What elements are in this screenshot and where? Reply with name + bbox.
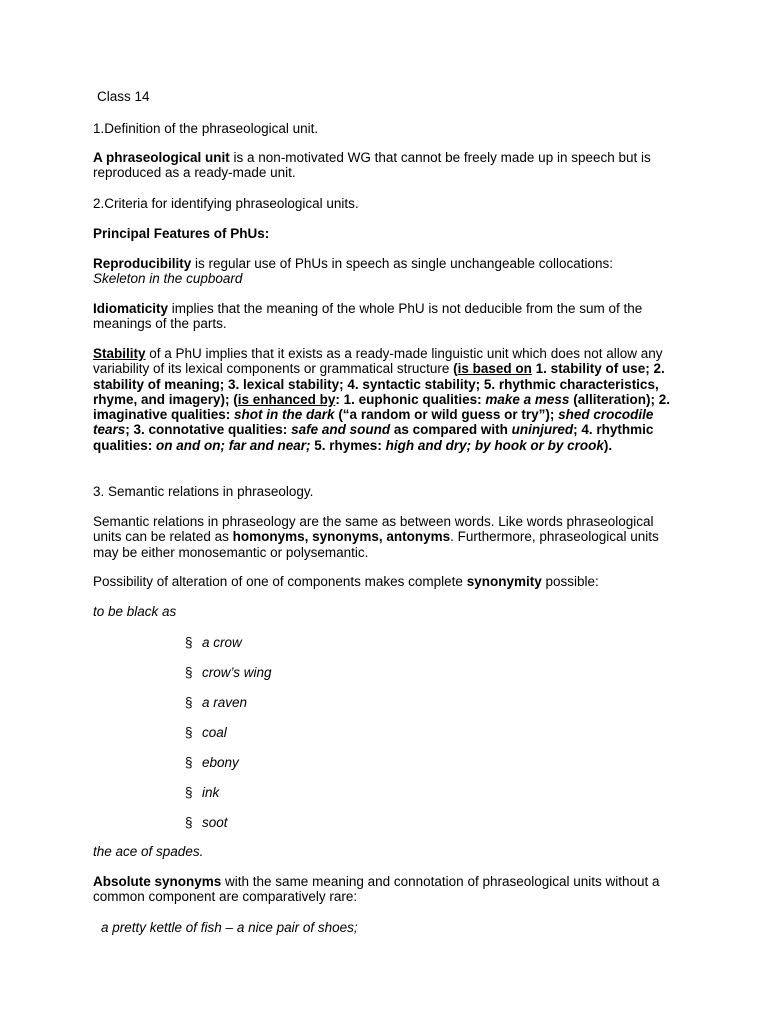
idiomaticity-term: Idiomaticity	[93, 301, 169, 316]
stability-example-1: make a mess	[485, 391, 570, 407]
bullet-mark: §	[185, 785, 193, 800]
semantic-text-1: Semantic relations in phraseology are the same as between words. Like words phraseological units can be related as	[93, 514, 654, 545]
synonym-bullet-item	[185, 725, 227, 740]
alteration-synonymity: synonymity	[466, 574, 542, 589]
synonym-bullet-item	[185, 665, 272, 680]
absolute-synonyms-paragraph	[93, 874, 683, 905]
alteration-text-2: possible:	[541, 574, 599, 589]
alteration-paragraph	[93, 574, 683, 589]
bullet-text: ink	[202, 785, 220, 800]
stability-bold-2: 1. stability of use; 2. stability of meaning; 3. lexical stability; 4. syntactic stability; 5. rhythmic characteristics, rhyme, and imagery); (	[93, 361, 665, 407]
reproducibility-text: is regular use of PhUs in speech as single unchangeable collocations:	[191, 256, 614, 271]
absolute-term: Absolute synonyms	[93, 874, 222, 889]
bullet-text: a raven	[202, 695, 248, 710]
stability-bold-5: (“a random or wild guess or try”);	[334, 407, 559, 423]
bullet-text: soot	[202, 815, 228, 830]
stability-enhanced-by: is enhanced by	[237, 391, 336, 407]
definition-term: A phraseological unit	[93, 150, 230, 165]
stability-term: Stability	[93, 346, 146, 361]
synonym-bullet-item	[185, 755, 239, 770]
bullet-mark: §	[185, 635, 193, 650]
semantic-paragraph	[93, 514, 683, 560]
semantic-text-2: . Furthermore, phraseological units may be either monosemantic or polysemantic.	[93, 529, 659, 560]
idiomaticity-text: implies that the meaning of the whole PhU is not deducible from the sum of the meanings of the parts.	[93, 301, 643, 332]
bullet-mark: §	[185, 665, 193, 680]
idiomaticity-paragraph	[93, 301, 683, 332]
section-2-heading: 2.Criteria for identifying phraseological units.	[93, 196, 359, 211]
stability-paragraph	[93, 346, 683, 453]
stability-based-on: is based on	[457, 361, 532, 377]
stability-bold-4: (alliteration); 2. imaginative qualities:	[93, 391, 670, 423]
synonym-bullet-item	[185, 785, 219, 800]
stability-example-3: shed crocodile tears	[93, 407, 654, 438]
synonym-bullet-item	[185, 635, 242, 650]
stability-bold-7: as compared with	[390, 422, 512, 438]
absolute-text: with the same meaning and connotation of phraseological units without a common component are comparatively rare:	[93, 874, 660, 905]
alteration-text-1: Possibility of alteration of one of components makes complete	[93, 574, 467, 589]
reproducibility-paragraph	[93, 256, 683, 287]
definition-paragraph	[93, 150, 683, 181]
stability-example-6: on and on; far and near;	[156, 437, 311, 453]
bullet-mark: §	[185, 755, 193, 770]
bullet-text: a crow	[202, 635, 242, 650]
stability-example-5: uninjured	[511, 422, 574, 438]
section-3-heading: 3. Semantic relations in phraseology.	[93, 484, 314, 499]
example-lead: to be black as	[93, 604, 177, 619]
stability-bold-9: 5. rhymes:	[310, 437, 386, 453]
definition-text: is a non-motivated WG that cannot be freely made up in speech but is reproduced as a ready-made unit.	[93, 150, 651, 181]
stability-bold-10: ).	[603, 437, 613, 453]
reproducibility-example: Skeleton in the cupboard	[93, 271, 243, 287]
stability-example-2: shot in the dark	[234, 407, 335, 423]
semantic-relations-terms: homonyms, synonyms, antonyms	[232, 529, 451, 545]
stability-bold-6: ; 3. connotative qualities:	[125, 422, 292, 438]
final-example: a pretty kettle of fish – a nice pair of shoes;	[101, 920, 358, 935]
stability-bold-3: : 1. euphonic qualities:	[335, 391, 486, 407]
stability-text: of a PhU implies that it exists as a ready-made linguistic unit which does not allow any variability of its lexical components or grammatical structure	[93, 346, 663, 377]
section-1-heading: 1.Definition of the phraseological unit.	[93, 121, 319, 136]
synonym-bullet-item	[185, 815, 228, 830]
bullet-mark: §	[185, 695, 193, 710]
bullet-text: coal	[202, 725, 227, 740]
reproducibility-term: Reproducibility	[93, 256, 192, 271]
stability-example-4: safe and sound	[291, 422, 391, 438]
bullet-text: ebony	[202, 755, 239, 770]
example-tail: the ace of spades.	[93, 844, 204, 859]
bullet-mark: §	[185, 815, 193, 830]
class-title: Class 14	[97, 89, 150, 104]
features-heading: Principal Features of PhUs:	[93, 226, 270, 241]
synonym-bullet-item	[185, 695, 247, 710]
stability-example-7: high and dry; by hook or by crook	[385, 437, 604, 453]
bullet-text: crow’s wing	[202, 665, 272, 680]
bullet-mark: §	[185, 725, 193, 740]
stability-bold-1: (	[453, 361, 458, 377]
stability-bold-8: ; 4. rhythmic qualities:	[93, 422, 654, 453]
